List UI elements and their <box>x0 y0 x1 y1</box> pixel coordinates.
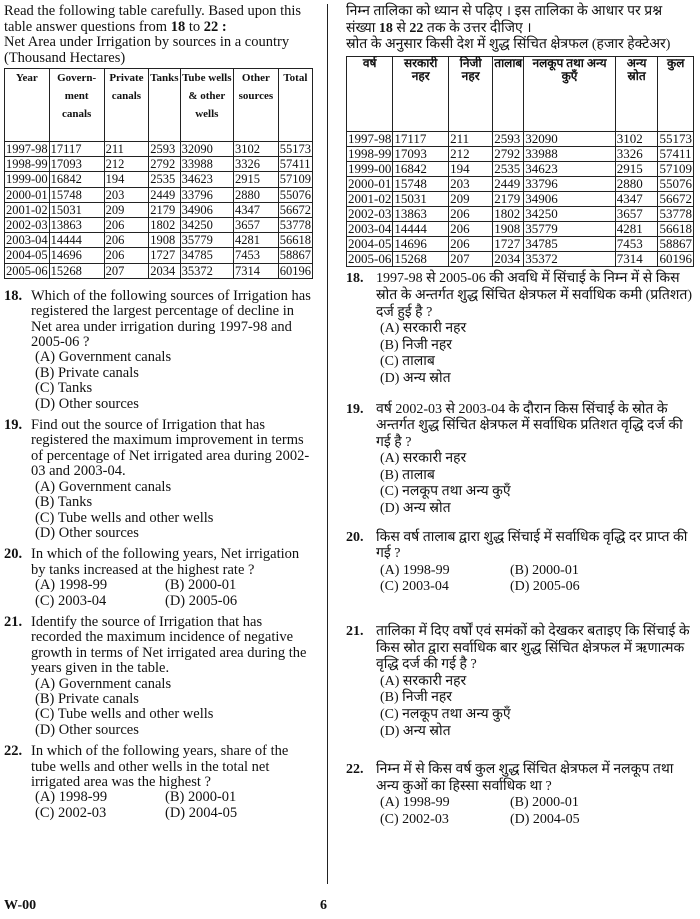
table-cell: 56618 <box>279 233 311 248</box>
option: (A) 1998-99 <box>35 789 108 806</box>
option-row <box>380 812 694 829</box>
table-cell: 2002-03 <box>6 218 48 233</box>
table-cell: 206 <box>449 206 493 221</box>
table-cell: 15748 <box>393 176 449 191</box>
table-cell: 56672 <box>279 202 311 217</box>
table-cell: 2449 <box>149 187 180 202</box>
table-cell: 1802 <box>149 218 180 233</box>
question-number: 18. <box>346 271 364 287</box>
option: (C) तालाब <box>380 354 435 370</box>
question <box>4 615 313 738</box>
question-text: किस वर्ष तालाब द्वारा शुद्ध सिंचाई में सर्वाधिक वृद्धि दर प्राप्त की गई ? <box>376 529 688 562</box>
question <box>346 402 694 518</box>
option: (C) नलकूप तथा अन्य कुएँ <box>380 707 511 722</box>
column-header: सरकारी नहर <box>393 56 449 131</box>
hindi-instructions: निम्न तालिका को ध्यान से पढ़िए । इस तालिका के आधार पर प्रश्न संख्या 18 से 22 तक के उत्तर दीजिए । स्रोत के अनुसार किसी देश में शुद्ध सिंचित क्षेत्रफल (हजार हेक्टेअर) <box>346 4 694 54</box>
table-cell: 35372 <box>524 252 615 267</box>
table-cell: 203 <box>104 187 149 202</box>
table-cell: 17093 <box>393 146 449 161</box>
column-header: Year <box>5 69 50 142</box>
table-cell: 2002-03 <box>348 205 392 221</box>
table-cell: 2005-06 <box>6 263 48 278</box>
table-cell: 7453 <box>234 248 279 263</box>
table-cell: 53778 <box>659 205 692 221</box>
table-row <box>347 191 694 206</box>
option: (C) Tanks <box>35 380 93 397</box>
question-text: In which of the following years, Net irrigation by tanks increased at the highest rate ? <box>31 546 300 578</box>
table-row <box>347 176 694 191</box>
table-row <box>5 248 313 263</box>
table-cell: 3657 <box>615 206 658 221</box>
column-divider <box>327 4 328 884</box>
column-header: कुल <box>658 56 694 131</box>
table-row <box>347 237 694 252</box>
table-cell: 15268 <box>393 252 449 267</box>
option: (B) निजी नहर <box>380 337 453 353</box>
table-row <box>347 161 694 176</box>
table-cell: 4347 <box>234 202 279 217</box>
table-cell: 2034 <box>493 252 524 267</box>
table-cell: 14444 <box>393 222 449 237</box>
question <box>346 530 694 596</box>
table-cell: 2880 <box>234 187 279 202</box>
option: (A) 1998-99 <box>380 795 450 811</box>
table-cell: 2004-05 <box>6 248 48 263</box>
question-number: 22. <box>4 743 23 760</box>
option: (B) 2000-01 <box>165 577 237 594</box>
question <box>346 271 694 387</box>
table-cell: 1999-00 <box>348 160 392 176</box>
table-cell: 7314 <box>615 252 658 267</box>
table-cell: 2001-02 <box>348 190 392 206</box>
table-cell: 2792 <box>149 157 180 172</box>
question-text: Find out the source of Irrigation that has registered the maximum improvement in terms of percentage of Net irrigated area during 2002-03 and 2003-04. <box>31 417 310 480</box>
table-row <box>5 233 313 248</box>
option: (A) Government canals <box>35 675 172 692</box>
table-cell: 1998-99 <box>348 145 392 161</box>
table-cell: 1908 <box>493 222 524 237</box>
table-row <box>5 263 313 278</box>
column-header: Other sources <box>234 69 279 142</box>
question-text: वर्ष 2002-03 से 2003-04 के दौरान किस सिंचाई के स्रोत के अन्तर्गत शुद्ध सिंचित क्षेत्रफल में सर्वाधिक प्रतिशत वृद्धि दर्ज की गई है ? <box>376 401 683 450</box>
table-cell: 13863 <box>393 206 449 221</box>
table-cell: 2179 <box>149 202 180 217</box>
table-cell: 35779 <box>524 222 615 237</box>
option: (D) Other sources <box>35 395 139 412</box>
option: (C) 2002-03 <box>380 811 449 827</box>
option: (C) Tube wells and other wells <box>35 509 214 526</box>
question-number: 21. <box>4 613 23 630</box>
question-text: In which of the following years, share of the tube wells and other wells in the total net irrigated area was the highest ? <box>31 743 289 791</box>
table-cell: 60196 <box>279 263 311 278</box>
option-row <box>380 579 694 596</box>
table-row <box>347 131 694 146</box>
english-instructions: Read the following table carefully. Based upon this table answer questions from 18 to 22 : Net Area under Irrigation by sources in a country (Thousand Hectares) <box>4 4 313 66</box>
table-cell: 2915 <box>615 161 658 176</box>
table-cell: 55173 <box>659 130 692 146</box>
table-cell: 34623 <box>524 161 615 176</box>
option: (C) 2003-04 <box>35 592 107 609</box>
question <box>4 547 313 609</box>
table-cell: 4281 <box>234 233 279 248</box>
table-row <box>5 218 313 233</box>
table-cell: 3326 <box>234 157 279 172</box>
table-cell: 1997-98 <box>348 130 392 146</box>
table-cell: 53778 <box>279 218 311 233</box>
table-cell: 57109 <box>279 172 311 187</box>
table-cell: 2593 <box>493 131 524 146</box>
table-row <box>347 206 694 221</box>
option: (A) 1998-99 <box>35 577 108 594</box>
table-cell: 33796 <box>180 187 233 202</box>
table-cell: 206 <box>104 233 149 248</box>
table-row <box>5 142 313 157</box>
option: (B) तालाब <box>380 467 435 483</box>
option: (D) अन्य स्रोत <box>380 723 451 739</box>
irrigation-table-hi <box>346 56 694 268</box>
table-cell: 211 <box>449 131 493 146</box>
table-cell: 1999-00 <box>6 172 48 187</box>
table-caption: Net Area under Irrigation by sources in a country (Thousand Hectares) <box>4 34 290 66</box>
irrigation-table-en <box>4 68 313 279</box>
table-cell: 2003-04 <box>6 233 48 248</box>
table-cell: 207 <box>449 252 493 267</box>
table-cell: 3102 <box>234 142 279 157</box>
table-cell: 206 <box>104 218 149 233</box>
table-cell: 194 <box>104 172 149 187</box>
paper-code: W-00 <box>4 898 37 913</box>
table-cell: 2005-06 <box>348 251 392 267</box>
table-cell: 34250 <box>524 206 615 221</box>
table-cell: 58867 <box>279 248 311 263</box>
column-header: वर्ष <box>347 56 393 131</box>
table-cell: 2004-05 <box>348 236 392 252</box>
option-row <box>35 578 313 593</box>
table-cell: 33988 <box>180 157 233 172</box>
table-cell: 207 <box>104 263 149 278</box>
option-row <box>35 594 313 609</box>
table-row <box>5 202 313 217</box>
table-cell: 16842 <box>49 172 104 187</box>
option: (A) सरकारी नहर <box>380 321 467 337</box>
table-cell: 16842 <box>393 161 449 176</box>
table-cell: 2593 <box>149 142 180 157</box>
option: (A) Government canals <box>35 349 172 366</box>
table-cell: 206 <box>104 248 149 263</box>
table-row <box>5 187 313 202</box>
table-cell: 212 <box>449 146 493 161</box>
table-cell: 34785 <box>180 248 233 263</box>
column-header: नलकूप तथा अन्य कुएँ <box>524 56 615 131</box>
table-cell: 4281 <box>615 222 658 237</box>
table-cell: 1802 <box>493 206 524 221</box>
table-cell: 15031 <box>393 191 449 206</box>
table-cell: 15748 <box>49 187 104 202</box>
table-cell: 55173 <box>279 142 311 156</box>
question-number: 21. <box>346 624 364 640</box>
table-cell: 1998-99 <box>6 157 48 172</box>
table-cell: 60196 <box>659 251 692 267</box>
option: (D) 2004-05 <box>510 811 580 827</box>
table-cell: 32090 <box>524 131 615 146</box>
table-cell: 3657 <box>234 218 279 233</box>
table-cell: 13863 <box>49 218 104 233</box>
table-cell: 14696 <box>393 237 449 252</box>
table-cell: 56672 <box>659 190 692 206</box>
table-cell: 2001-02 <box>6 202 48 217</box>
option: (D) 2004-05 <box>165 804 238 821</box>
table-cell: 33796 <box>524 176 615 191</box>
table-cell: 55076 <box>279 187 311 202</box>
column-header: Private canals <box>104 69 149 142</box>
table-cell: 4347 <box>615 191 658 206</box>
table-cell: 1997-98 <box>6 142 48 156</box>
hindi-column <box>346 4 694 829</box>
table-cell: 209 <box>104 202 149 217</box>
option: (B) Private canals <box>35 364 139 381</box>
option: (B) निजी नहर <box>380 690 453 706</box>
table-cell: 2000-01 <box>348 175 392 191</box>
question-text: तालिका में दिए वर्षों एवं समंकों को देखकर बताइए कि सिंचाई के किस स्रोत द्वारा सर्वाधिक बार शुद्ध सिंचित क्षेत्रफल में ऋणात्मक वृद्धि दर्ज की गई है ? <box>376 624 690 673</box>
question-text: Which of the following sources of Irrigation has registered the largest percentage of decline in Net area under irrigation during 1997-98 and 2005-06 ? <box>31 287 311 351</box>
table-cell: 34623 <box>180 172 233 187</box>
option: (D) अन्य स्रोत <box>380 501 451 517</box>
option: (D) 2005-06 <box>510 579 580 595</box>
table-cell: 34250 <box>180 218 233 233</box>
table-cell: 17117 <box>393 131 449 146</box>
option: (D) Other sources <box>35 721 139 738</box>
table-cell: 55076 <box>659 175 692 191</box>
column-header: Govern-ment canals <box>49 69 104 142</box>
option: (B) 2000-01 <box>510 562 579 578</box>
table-cell: 15031 <box>49 202 104 217</box>
option: (B) Tanks <box>35 494 93 511</box>
table-cell: 203 <box>449 176 493 191</box>
table-cell: 7314 <box>234 263 279 278</box>
table-cell: 206 <box>449 237 493 252</box>
option-row <box>380 795 694 812</box>
table-cell: 14696 <box>49 248 104 263</box>
table-cell: 3326 <box>615 146 658 161</box>
option: (C) Tube wells and other wells <box>35 706 214 723</box>
table-cell: 2179 <box>493 191 524 206</box>
question-text: Identify the source of Irrigation that has recorded the maximum incidence of negative growth in terms of Net irrigated area during the years given in the table. <box>31 613 307 677</box>
option: (D) 2005-06 <box>165 592 238 609</box>
question <box>346 624 694 740</box>
option: (C) 2003-04 <box>380 579 449 595</box>
table-cell: 3102 <box>615 131 658 146</box>
question-number: 18. <box>4 287 23 304</box>
table-cell: 33988 <box>524 146 615 161</box>
table-cell: 57411 <box>658 146 694 161</box>
question <box>346 762 694 828</box>
column-header: निजी नहर <box>449 56 493 131</box>
option: (B) Private canals <box>35 690 139 707</box>
table-cell: 58867 <box>659 236 692 252</box>
table-cell: 2880 <box>615 176 658 191</box>
table-cell: 7453 <box>615 237 658 252</box>
table-cell: 2000-01 <box>6 187 48 202</box>
question-number: 22. <box>346 762 364 778</box>
table-row <box>5 157 313 172</box>
question-number: 20. <box>4 546 23 563</box>
hindi-questions <box>346 271 694 828</box>
table-cell: 57109 <box>659 160 692 176</box>
column-header: Tanks <box>149 69 180 142</box>
table-cell: 1727 <box>149 248 180 263</box>
table-cell: 2792 <box>493 146 524 161</box>
table-cell: 1908 <box>149 233 180 248</box>
table-cell: 14444 <box>49 233 104 248</box>
table-cell: 15268 <box>49 263 104 278</box>
question <box>4 744 313 821</box>
column-header: Total <box>278 69 312 142</box>
question <box>4 418 313 541</box>
table-cell: 212 <box>104 157 149 172</box>
table-cell: 34906 <box>180 202 233 217</box>
table-cell: 35372 <box>180 263 233 278</box>
question-number: 19. <box>4 417 23 434</box>
option: (B) 2000-01 <box>510 795 579 811</box>
option: (B) 2000-01 <box>165 789 237 806</box>
option: (A) सरकारी नहर <box>380 673 467 689</box>
table-cell: 211 <box>104 142 149 157</box>
table-row <box>347 146 694 161</box>
option: (A) सरकारी नहर <box>380 451 467 467</box>
table-cell: 206 <box>449 222 493 237</box>
option: (A) Government canals <box>35 478 172 495</box>
table-cell: 17093 <box>49 157 104 172</box>
table-row <box>347 252 694 267</box>
page-number: 6 <box>320 898 327 913</box>
table-cell: 1727 <box>493 237 524 252</box>
option: (C) 2002-03 <box>35 804 107 821</box>
option-row <box>35 806 313 821</box>
column-header: तालाब <box>493 56 524 131</box>
table-row <box>5 172 313 187</box>
table-cell: 194 <box>449 161 493 176</box>
table-cell: 2535 <box>149 172 180 187</box>
option: (D) Other sources <box>35 524 139 541</box>
table-cell: 2535 <box>493 161 524 176</box>
table-cell: 2003-04 <box>348 221 392 237</box>
option-row <box>380 563 694 580</box>
table-cell: 2449 <box>493 176 524 191</box>
table-cell: 35779 <box>180 233 233 248</box>
table-caption-hi: स्रोत के अनुसार किसी देश में शुद्ध सिंचित क्षेत्रफल (हजार हेक्टेअर) <box>346 37 671 52</box>
table-cell: 32090 <box>180 142 233 157</box>
table-cell: 34785 <box>524 237 615 252</box>
table-cell: 2034 <box>149 263 180 278</box>
table-cell: 57411 <box>279 157 311 172</box>
english-column <box>4 4 313 821</box>
option: (D) अन्य स्रोत <box>380 370 451 386</box>
question <box>4 289 313 412</box>
table-cell: 209 <box>449 191 493 206</box>
option: (A) 1998-99 <box>380 562 450 578</box>
column-header: Tube wells & other wells <box>180 69 233 142</box>
question-text: निम्न में से किस वर्ष कुल शुद्ध सिंचित क्षेत्रफल में नलकूप तथा अन्य कुओं का हिस्सा सर्वाधिक था ? <box>376 762 674 794</box>
table-cell: 34906 <box>524 191 615 206</box>
question-text: 1997-98 से 2005-06 की अवधि में सिंचाई के निम्न में से किस स्रोत के अन्तर्गत शुद्ध सिंचित क्षेत्रफल में सर्वाधिक कमी (प्रतिशत) दर्ज हुई है ? <box>376 271 693 320</box>
question-number: 19. <box>346 401 364 417</box>
table-row <box>347 222 694 237</box>
option-row <box>35 790 313 805</box>
question-number: 20. <box>346 529 364 545</box>
table-cell: 56618 <box>659 221 692 237</box>
table-cell: 2915 <box>234 172 279 187</box>
english-questions <box>4 289 313 821</box>
column-header: अन्य स्रोत <box>615 56 658 131</box>
table-cell: 17117 <box>49 142 104 157</box>
option: (C) नलकूप तथा अन्य कुएँ <box>380 484 511 500</box>
